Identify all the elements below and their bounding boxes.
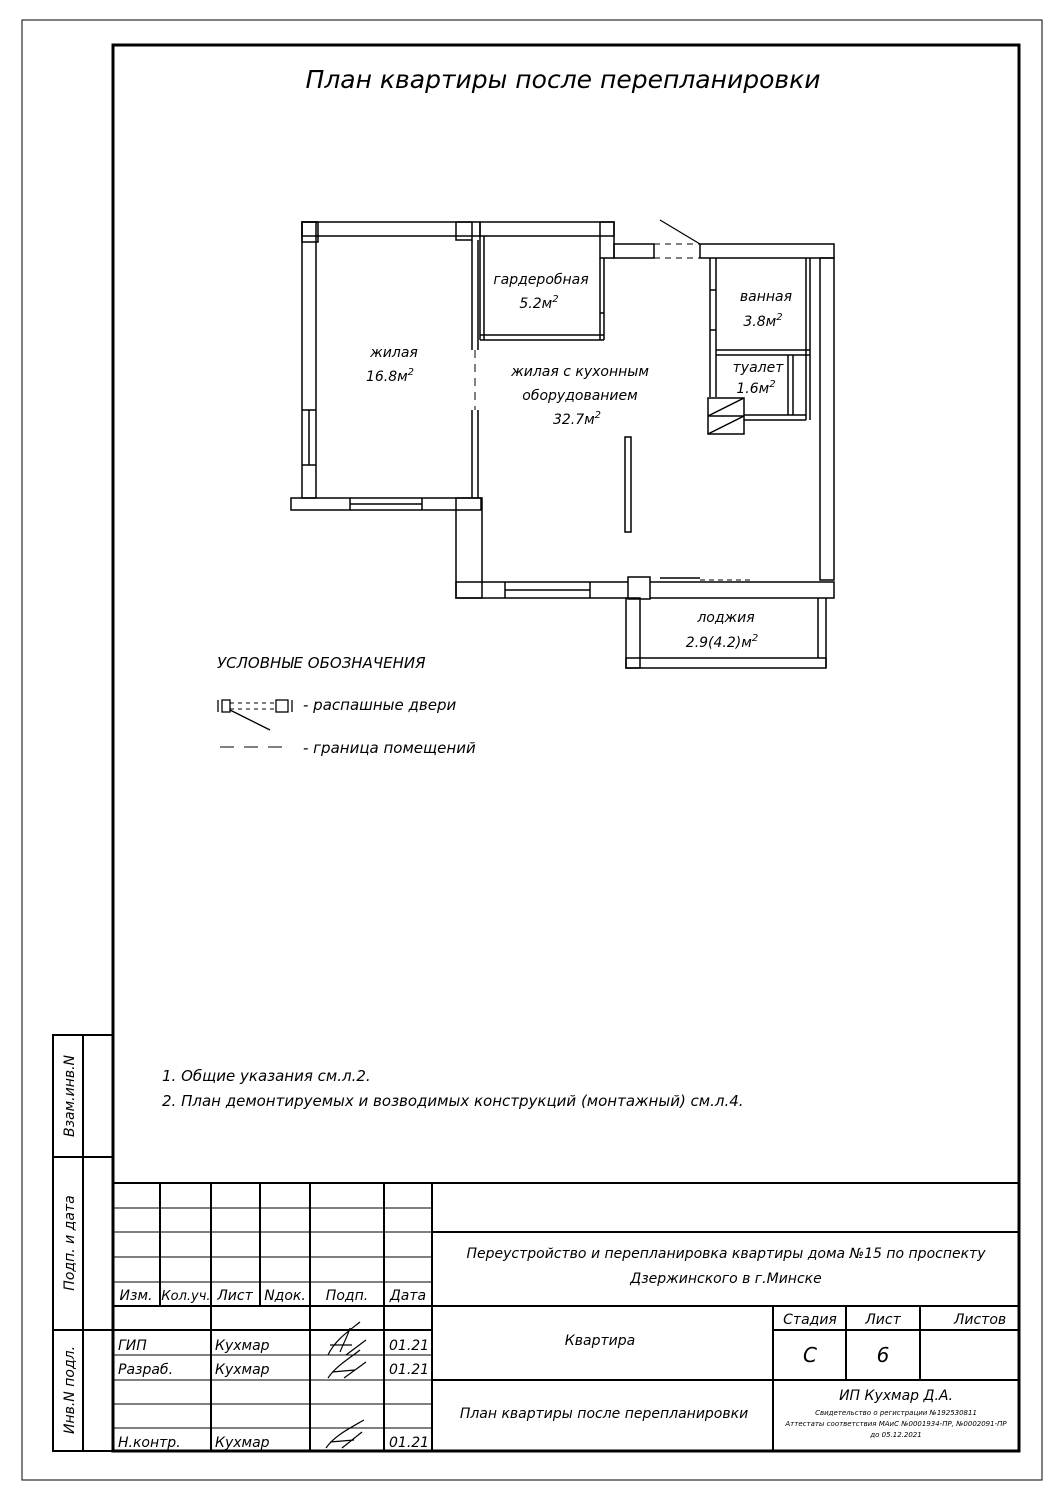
wall-top-wardrobe bbox=[480, 222, 614, 236]
room-area: $5.2м^2$ bbox=[519, 294, 559, 312]
room-name: жилая bbox=[370, 345, 418, 361]
stamp-date: 01.21 bbox=[389, 1362, 430, 1378]
legend-boundary: - граница помещений bbox=[303, 739, 476, 757]
wall-loggia-bottom bbox=[626, 658, 826, 668]
legend bbox=[217, 654, 476, 757]
note-1: 1. Общие указания см.л.2. bbox=[162, 1067, 371, 1085]
room-labels bbox=[366, 272, 792, 651]
stamp-header: Изм. bbox=[119, 1288, 153, 1304]
stamp-role: ГИП bbox=[118, 1338, 147, 1354]
stamp-name: Кухмар bbox=[215, 1435, 270, 1451]
stamp-date: 01.21 bbox=[389, 1338, 430, 1354]
stamp-sheet-value: 6 bbox=[876, 1343, 890, 1367]
stamp-header: Дата bbox=[389, 1288, 427, 1304]
stamp-object: Квартира bbox=[564, 1333, 636, 1349]
stamp-stage-value: С bbox=[803, 1343, 817, 1367]
room-area: $32.7м^2$ bbox=[552, 410, 602, 428]
stamp-name: Кухмар bbox=[215, 1338, 270, 1354]
stamp-date: 01.21 bbox=[389, 1435, 430, 1451]
wall-wardrobe-right bbox=[600, 222, 614, 258]
stamp-role: Разраб. bbox=[118, 1362, 174, 1378]
side-stamp-inv: Инв.N подл. bbox=[62, 1345, 78, 1435]
wall-column bbox=[456, 222, 472, 240]
stamp-sheet-name: План квартиры после перепланировки bbox=[459, 1406, 749, 1422]
note-2: 2. План демонтируемых и возводимых конструкций (монтажный) см.л.4. bbox=[162, 1092, 744, 1110]
room-name: гардеробная bbox=[493, 272, 589, 288]
wall-right bbox=[820, 258, 834, 580]
legend-doors: - распашные двери bbox=[303, 696, 457, 714]
stamp-cert-1: Свидетельство о регистрации №192530811 bbox=[815, 1409, 977, 1417]
door-symbol-icon bbox=[218, 700, 292, 730]
stamp-cert-3: до 05.12.2021 bbox=[870, 1431, 922, 1439]
room-area: $2.9(4.2)м^2$ bbox=[685, 633, 759, 651]
sheet-title: План квартиры после перепланировки bbox=[305, 65, 821, 94]
stamp-stage-label: Стадия bbox=[783, 1312, 837, 1328]
wall-top-right bbox=[700, 244, 834, 258]
signature-scribble bbox=[326, 1322, 366, 1448]
room-name: ванная bbox=[739, 289, 793, 305]
stamp-sheets-label: Листов bbox=[953, 1312, 1007, 1328]
legend-title: УСЛОВНЫЕ ОБОЗНАЧЕНИЯ bbox=[217, 654, 426, 672]
room-area: $16.8м^2$ bbox=[365, 367, 415, 385]
room-area: $3.8м^2$ bbox=[743, 312, 783, 330]
side-stamp-vzam: Взам.инв.N bbox=[62, 1054, 78, 1138]
stamp-header: Кол.уч. bbox=[161, 1289, 211, 1304]
stamp-project-line2: Дзержинского в г.Минске bbox=[630, 1271, 822, 1287]
stamp-sheet-label: Лист bbox=[865, 1312, 901, 1328]
stamp-header: Лист bbox=[217, 1288, 253, 1304]
stamp-header: Nдок. bbox=[264, 1288, 306, 1304]
kitchen-island bbox=[625, 437, 631, 532]
stamp-name: Кухмар bbox=[215, 1362, 270, 1378]
room-name: жилая с кухонным bbox=[511, 364, 649, 380]
room-name-line2: оборудованием bbox=[522, 388, 638, 404]
sheet-frame bbox=[113, 45, 1019, 1451]
room-area: $1.6м^2$ bbox=[736, 379, 776, 397]
side-stamp-podp: Подп. и дата bbox=[62, 1195, 78, 1291]
stamp-company: ИП Кухмар Д.А. bbox=[839, 1388, 953, 1404]
room-name: туалет bbox=[732, 360, 784, 376]
room-name: лоджия bbox=[697, 610, 755, 626]
stamp-role: Н.контр. bbox=[118, 1435, 181, 1451]
stamp-project-line1: Переустройство и перепланировка квартиры дома №15 по проспекту bbox=[466, 1246, 986, 1262]
stamp-cert-2: Аттестаты соответствия МАиС №0001934-ПР, №0002091-ПР bbox=[785, 1420, 1007, 1428]
wall-top-left bbox=[302, 222, 480, 236]
stamp-header: Подп. bbox=[325, 1288, 369, 1304]
